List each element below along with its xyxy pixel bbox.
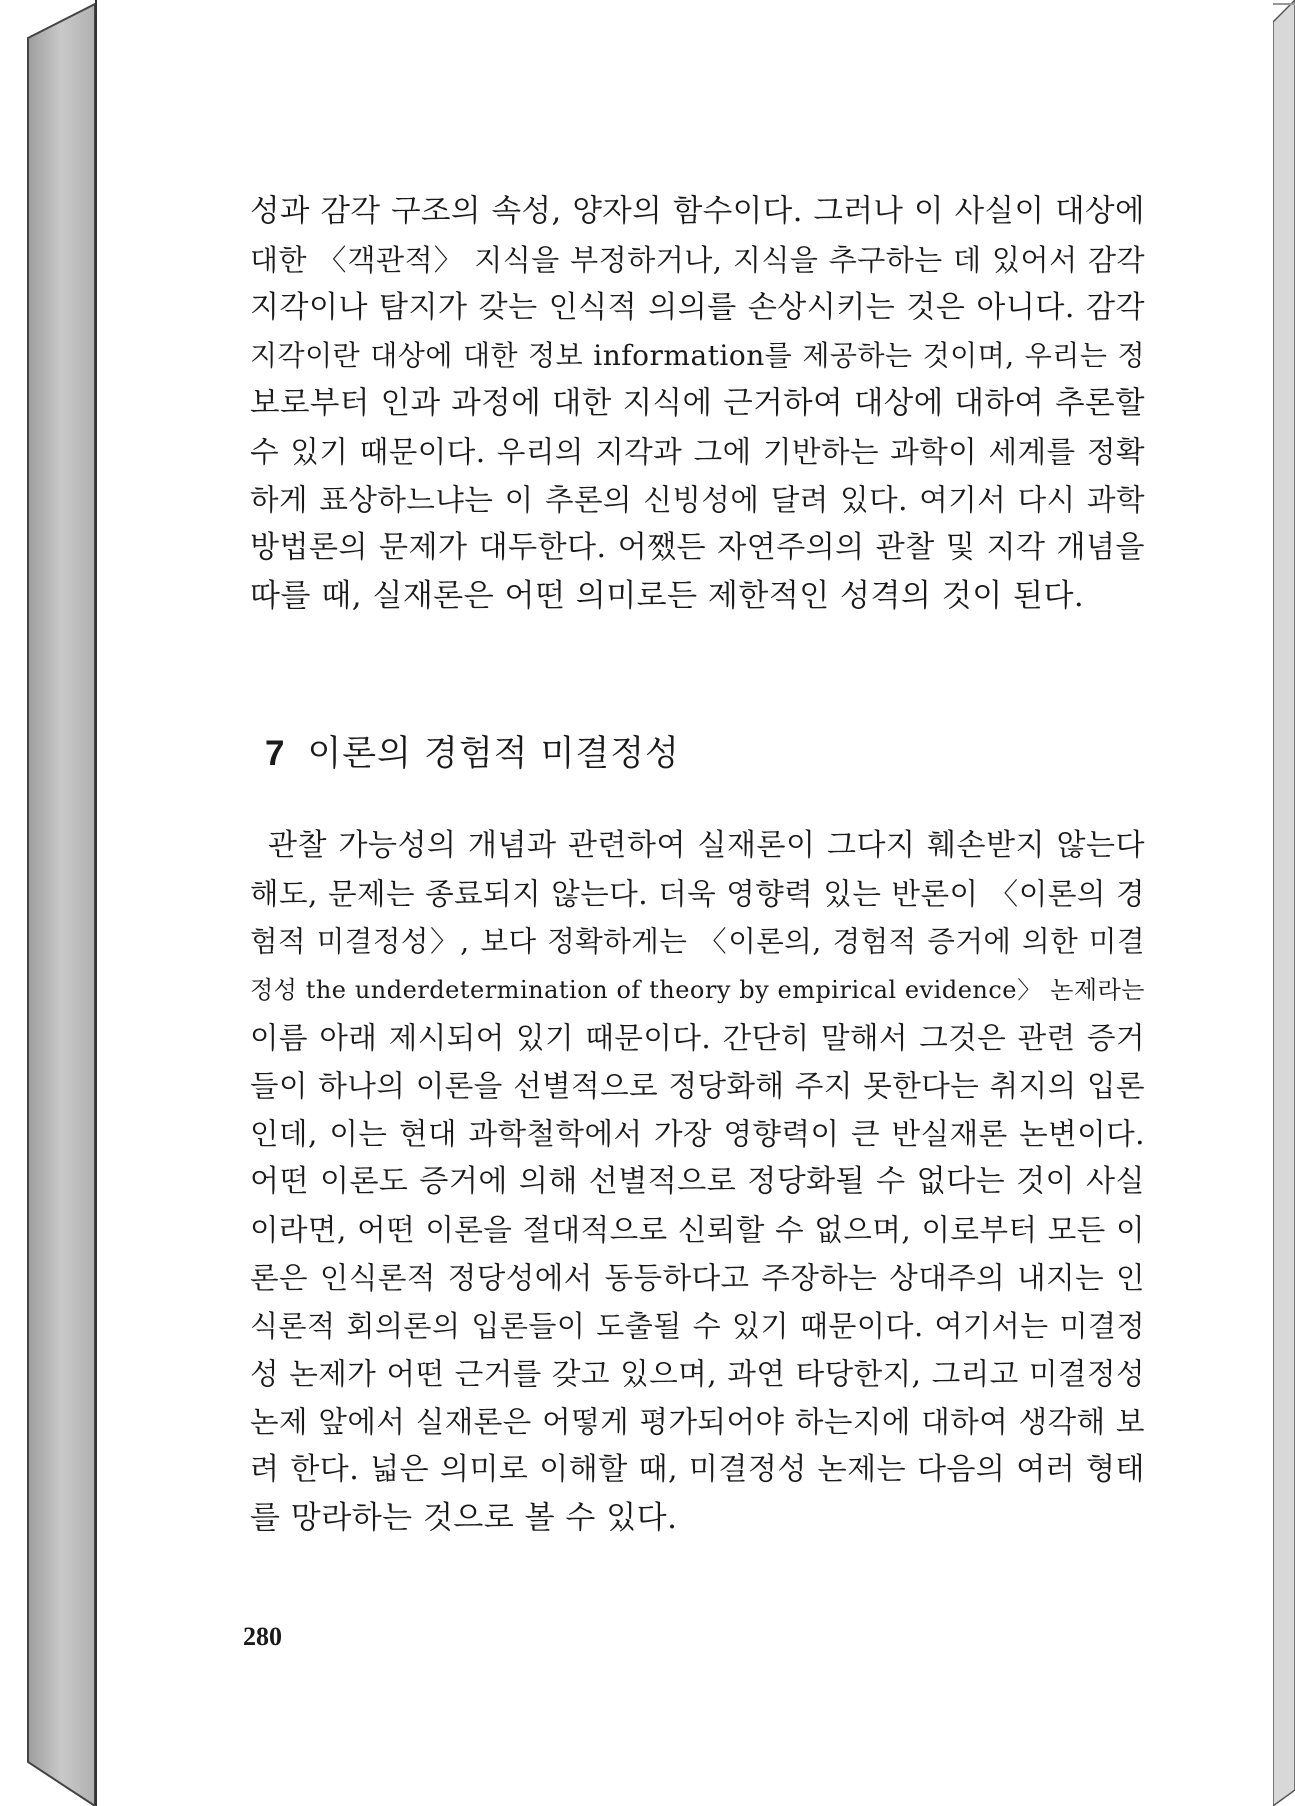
paragraph-2-line: 이라면, 어떤 이론을 절대적으로 신뢰할 수 없으며, 이로부터 모든 이 <box>250 1213 1145 1247</box>
paragraph-1-line: 방법론의 문제가 대두한다. 어쨌든 자연주의의 관찰 및 지각 개념을 <box>250 530 1145 565</box>
section-number: 7 <box>265 734 286 773</box>
section-title: 이론의 경험적 미결정성 <box>307 734 680 774</box>
paragraph-2-line: 인데, 이는 현대 과학철학에서 가장 영향력이 큰 반실재론 논변이다. <box>250 1117 1145 1151</box>
paragraph-1-line: 지각이란 대상에 대한 정보 information를 제공하는 것이며, 우리는 정 <box>250 339 1145 372</box>
paragraph-2-line: 들이 하나의 이론을 선별적으로 정당화해 주지 못한다는 취지의 입론 <box>250 1069 1145 1103</box>
paragraph-1-line: 대한 〈객관적〉 지식을 부정하거나, 지식을 추구하는 데 있어서 감각 <box>250 243 1145 277</box>
paragraph-2-line: 정성 the underdetermination of theory by empirical evidence〉 논제라는 <box>250 976 1145 1004</box>
paragraph-2-line: 험적 미결정성〉, 보다 정확하게는 〈이론의, 경험적 증거에 의한 미결 <box>250 925 1145 958</box>
paragraph-2-line: 식론적 회의론의 입론들이 도출될 수 있기 때문이다. 여기서는 미결정 <box>250 1309 1145 1343</box>
paragraph-2-line: 해도, 문제는 종료되지 않는다. 더욱 영향력 있는 반론이 〈이론의 경 <box>250 877 1145 911</box>
paragraph-2-line: 성 논제가 어떤 근거를 갖고 있으며, 과연 타당한지, 그리고 미결정성 <box>250 1357 1145 1391</box>
paragraph-1-line: 수 있기 때문이다. 우리의 지각과 그에 기반하는 과학이 세계를 정확 <box>250 435 1145 469</box>
paragraph-2-line: 관찰 가능성의 개념과 관련하여 실재론이 그다지 훼손받지 않는다 <box>268 828 1145 863</box>
paragraph-2-line: 론은 인식론적 정당성에서 동등하다고 주장하는 상대주의 내지는 인 <box>250 1261 1145 1295</box>
paragraph-1-line: 따를 때, 실재론은 어떤 의미로든 제한적인 성격의 것이 된다. <box>250 578 1085 614</box>
paragraph-1-line: 보로부터 인과 과정에 대한 지식에 근거하여 대상에 대하여 추론할 <box>250 386 1145 421</box>
paragraph-2 <box>250 822 1145 1542</box>
page-left-edge <box>95 0 97 1806</box>
page-number: 280 <box>243 1622 282 1651</box>
section-heading <box>265 726 680 776</box>
paragraph-1-line: 지각이나 탐지가 갖는 인식적 의의를 손상시키는 것은 아니다. 감각 <box>250 290 1145 325</box>
paragraph-1-line: 하게 표상하느냐는 이 추론의 신빙성에 달려 있다. 여기서 다시 과학 <box>250 483 1145 517</box>
paragraph-2-line: 려 한다. 넓은 의미로 이해할 때, 미결정성 논제는 다음의 여러 형태 <box>250 1452 1145 1487</box>
paragraph-2-line: 어떤 이론도 증거에 의해 선별적으로 정당화될 수 없다는 것이 사실 <box>250 1164 1145 1199</box>
paragraph-2-line: 를 망라하는 것으로 볼 수 있다. <box>250 1500 678 1536</box>
paragraph-1 <box>250 188 1145 620</box>
paragraph-2-line: 논제 앞에서 실재론은 어떻게 평가되어야 하는지에 대하여 생각해 보 <box>250 1405 1145 1439</box>
paragraph-2-line: 이름 아래 제시되어 있기 때문이다. 간단히 말해서 그것은 관련 증거 <box>250 1021 1145 1055</box>
paragraph-1-line: 성과 감각 구조의 속성, 양자의 함수이다. 그러나 이 사실이 대상에 <box>250 194 1145 229</box>
